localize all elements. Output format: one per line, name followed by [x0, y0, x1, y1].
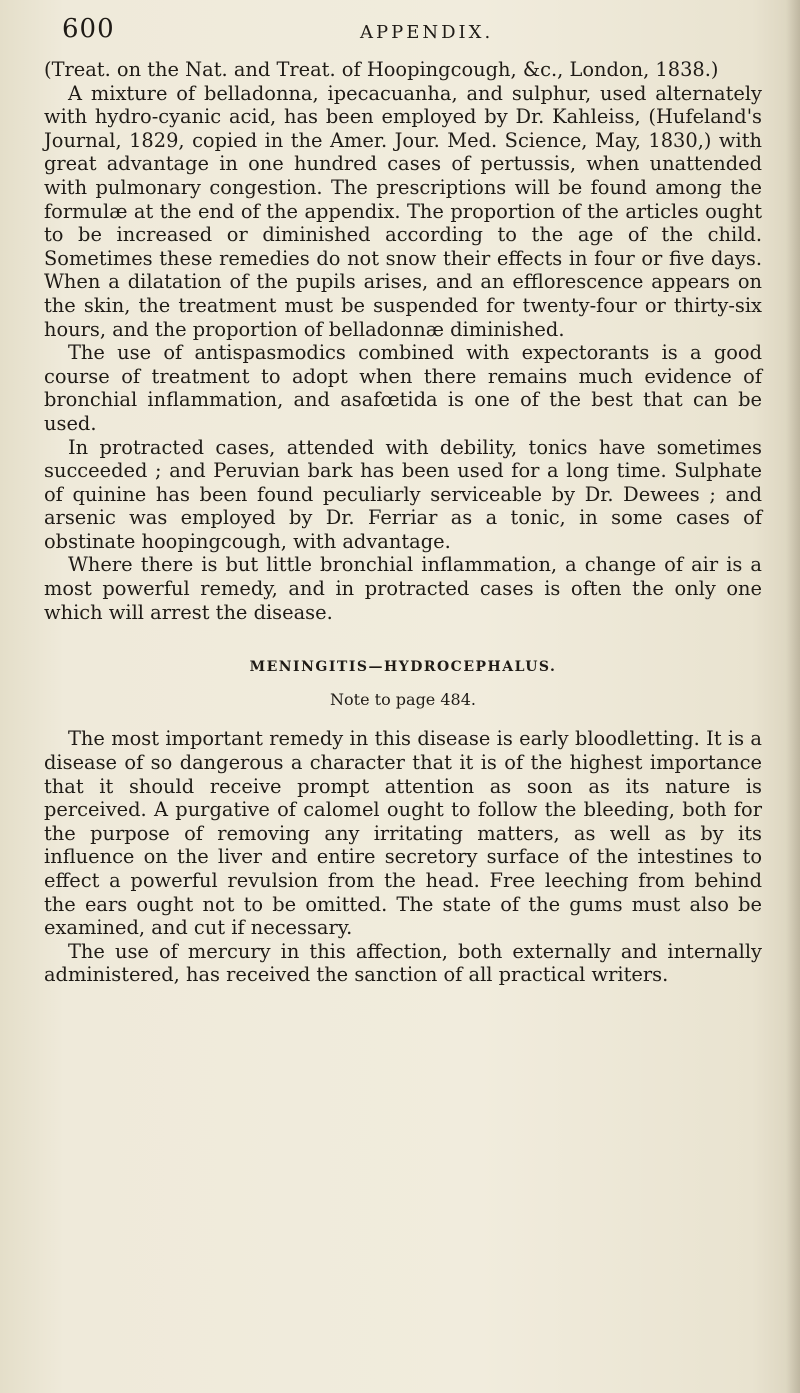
- body-paragraph: Where there is but little bronchial inflammation, a change of air is a most powerful remedy, and in protracted cases is often the only one which will arrest the disease.: [44, 553, 762, 624]
- citation-paragraph: (Treat. on the Nat. and Treat. of Hoopingcough, &c., London, 1838.): [44, 58, 719, 81]
- page-number: 600: [62, 14, 115, 44]
- page-edge-shadow: [786, 0, 800, 1393]
- body-paragraph: The most important remedy in this disease is early bloodletting. It is a disease of so dangerous a character that it is of the highest importance that it should receive prompt attention as soon as its nature is perceived. A purgative of calomel ought to follow the bleeding, both for the purpose of removing any irritating matters, as well as by its influence on the liver and entire secretory surface of the intestines to effect a powerful revulsion from the head. Free leeching from behind the ears ought not to be omitted. The state of the gums must also be examined, and cut if necessary.: [44, 727, 762, 940]
- body-paragraph: In protracted cases, attended with debility, tonics have sometimes succeeded ; and Peruvian bark has been used for a long time. Sulphate of quinine has been found peculiarly serviceable by Dr. Dewees ; and arsenic was employed by Dr. Ferriar as a tonic, in some cases of obstinate hoopingcough, with advantage.: [44, 435, 762, 553]
- body-paragraph: The use of mercury in this affection, both externally and internally administered, has received the sanction of all practical writers.: [44, 939, 762, 987]
- section-note: Note to page 484.: [330, 689, 476, 709]
- body-paragraph: The use of antispasmodics combined with expectorants is a good course of treatment to adopt when there remains much evidence of bronchial inflammation, and asafœtida is one of the best that can be used.: [44, 341, 762, 435]
- page-header: [62, 14, 760, 44]
- page-body: [44, 58, 762, 987]
- section-heading: MENINGITIS—HYDROCEPHALUS.: [249, 659, 557, 676]
- running-head: APPENDIX.: [360, 22, 494, 43]
- body-paragraph: A mixture of belladonna, ipecacuanha, and sulphur, used alternately with hydro-cyanic acid, has been employed by Dr. Kahleiss, (Hufeland's Journal, 1829, copied in the Amer. Jour. Med. Science, May, 1830,) with great advantage in one hundred cases of pertussis, when unattended with pulmonary congestion. The prescriptions will be found among the formulæ at the end of the appendix. The proportion of the articles ought to be increased or diminished according to the age of the child. Sometimes these remedies do not snow their effects in four or five days. When a dilatation of the pupils arises, and an efflorescence appears on the skin, the treatment must be suspended for twenty-four or thirty-six hours, and the proportion of belladonnæ diminished.: [44, 81, 762, 341]
